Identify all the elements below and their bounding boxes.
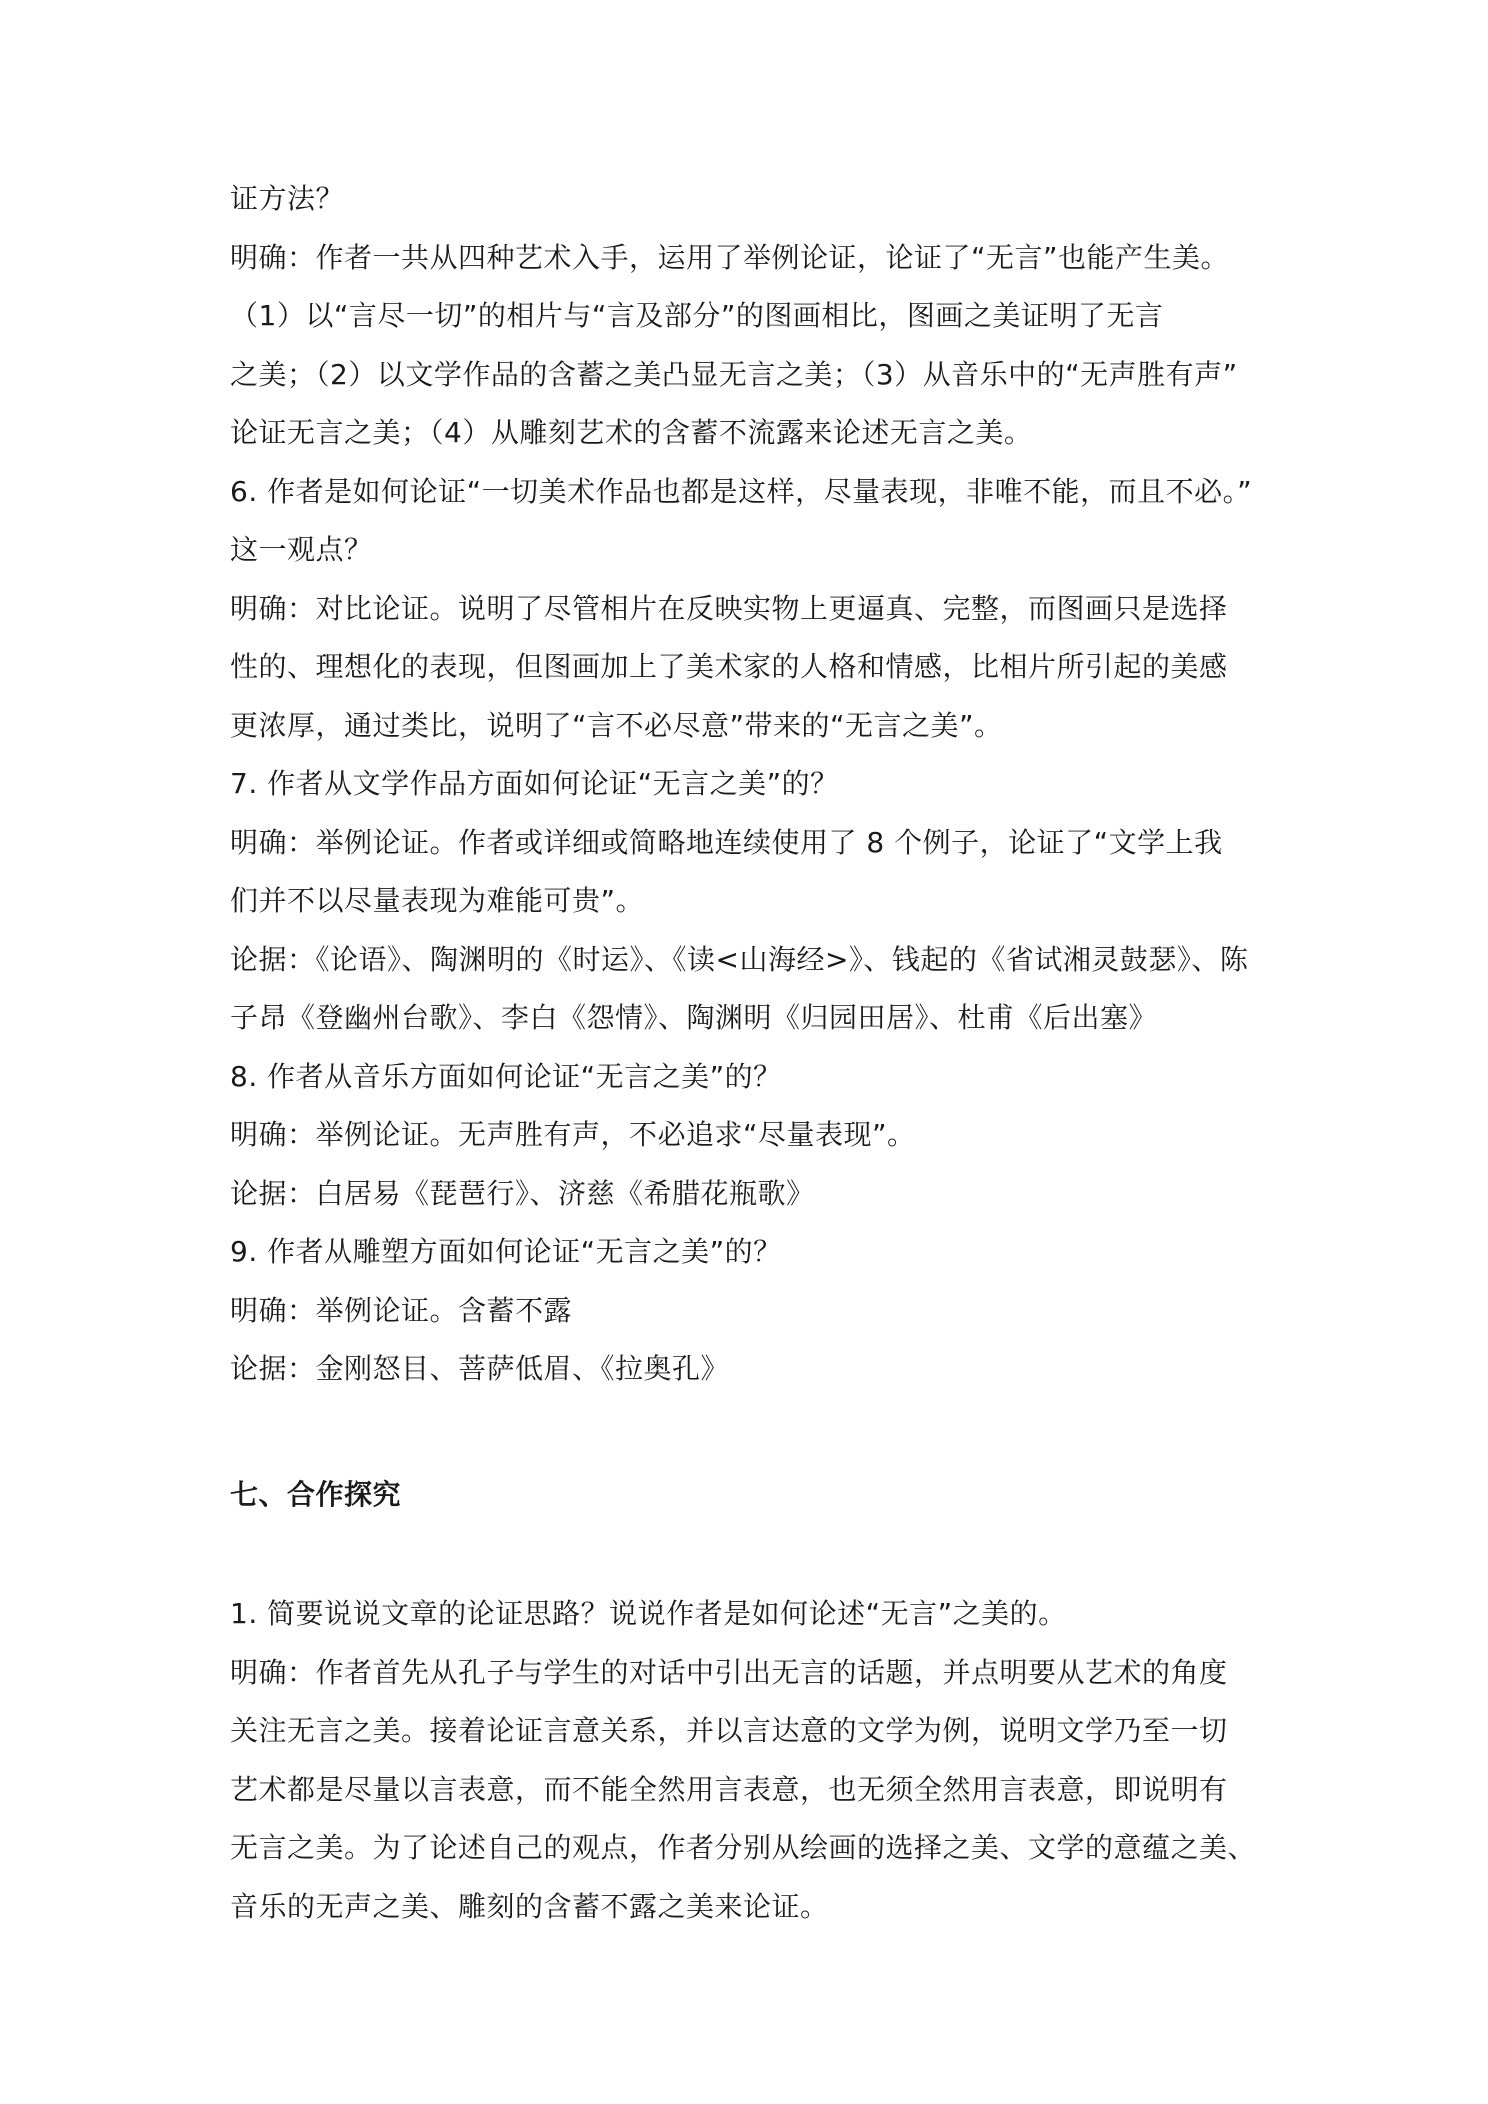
question-1: 1. 简要说说文章的论证思路？说说作者是如何论述“无言”之美的。 <box>230 1597 1067 1630</box>
question-7: 7. 作者从文学作品方面如何论证“无言之美”的？ <box>230 767 839 800</box>
text-line: 音乐的无声之美、雕刻的含蓄不露之美来论证。 <box>230 1889 829 1923</box>
text-line: 论证无言之美；（4）从雕刻艺术的含蓄不流露来论述无言之美。 <box>230 416 1033 449</box>
text-line: 证方法？ <box>230 182 345 215</box>
question-9: 9. 作者从雕塑方面如何论证“无言之美”的？ <box>230 1235 782 1268</box>
section-heading <box>230 1466 1270 1525</box>
text-line: 明确：作者首先从孔子与学生的对话中引出无言的话题，并点明要从艺术的角度 <box>230 1655 1228 1689</box>
text-line: 们并不以尽量表现为难能可贵”。 <box>230 884 645 917</box>
text-line: 子昂《登幽州台歌》、李白《怨情》、陶渊明《归园田居》、杜甫《后出塞》 <box>230 1001 1158 1034</box>
text-line: （1）以“言尽一切”的相片与“言及部分”的图画相比，图画之美证明了无言 <box>230 299 1164 332</box>
text-line: 论据：白居易《琵琶行》、济慈《希腊花瓶歌》 <box>230 1176 815 1210</box>
text-line: 明确：作者一共从四种艺术入手，运用了举例论证，论证了“无言”也能产生美。 <box>230 240 1230 274</box>
text-line: 性的、理想化的表现，但图画加上了美术家的人格和情感，比相片所引起的美感 <box>230 650 1228 683</box>
text-line: 无言之美。为了论述自己的观点，作者分别从绘画的选择之美、文学的意蕴之美、 <box>230 1831 1257 1864</box>
question-8: 8. 作者从音乐方面如何论证“无言之美”的？ <box>230 1059 782 1093</box>
text-line: 艺术都是尽量以言表意，而不能全然用言表意，也无须全然用言表意，即说明有 <box>230 1772 1228 1806</box>
text-line: 关注无言之美。接着论证言意关系，并以言达意的文学为例，说明文学乃至一切 <box>230 1714 1228 1747</box>
bottom-text-block <box>230 1585 1270 1936</box>
text-line: 明确：对比论证。说明了尽管相片在反映实物上更逼真、完整，而图画只是选择 <box>230 591 1228 625</box>
text-line: 论据：《论语》、陶渊明的《时运》、《读<山海经>》、钱起的《省试湘灵鼓瑟》、陈 <box>230 942 1249 976</box>
text-line: 更浓厚，通过类比，说明了“言不必尽意”带来的“无言之美”。 <box>230 708 1003 742</box>
question-6: 6. 作者是如何论证“一切美术作品也都是这样，尽量表现，非唯不能，而且不必。” <box>230 474 1253 508</box>
heading-text: 七、合作探究 <box>230 1478 402 1511</box>
text-line: 论据：金刚怒目、菩萨低眉、《拉奥孔》 <box>230 1352 730 1385</box>
text-line: 之美；（2）以文学作品的含蓄之美凸显无言之美；（3）从音乐中的“无声胜有声” <box>230 357 1238 391</box>
text-line: 明确：举例论证。含蓄不露 <box>230 1293 573 1327</box>
text-line: 明确：举例论证。作者或详细或简略地连续使用了 8 个例子，论证了“文学上我 <box>230 825 1223 859</box>
text-line: 这一观点？ <box>230 533 373 566</box>
text-line: 明确：举例论证。无声胜有声，不必追求“尽量表现”。 <box>230 1118 916 1151</box>
top-text-block <box>230 170 1270 1399</box>
